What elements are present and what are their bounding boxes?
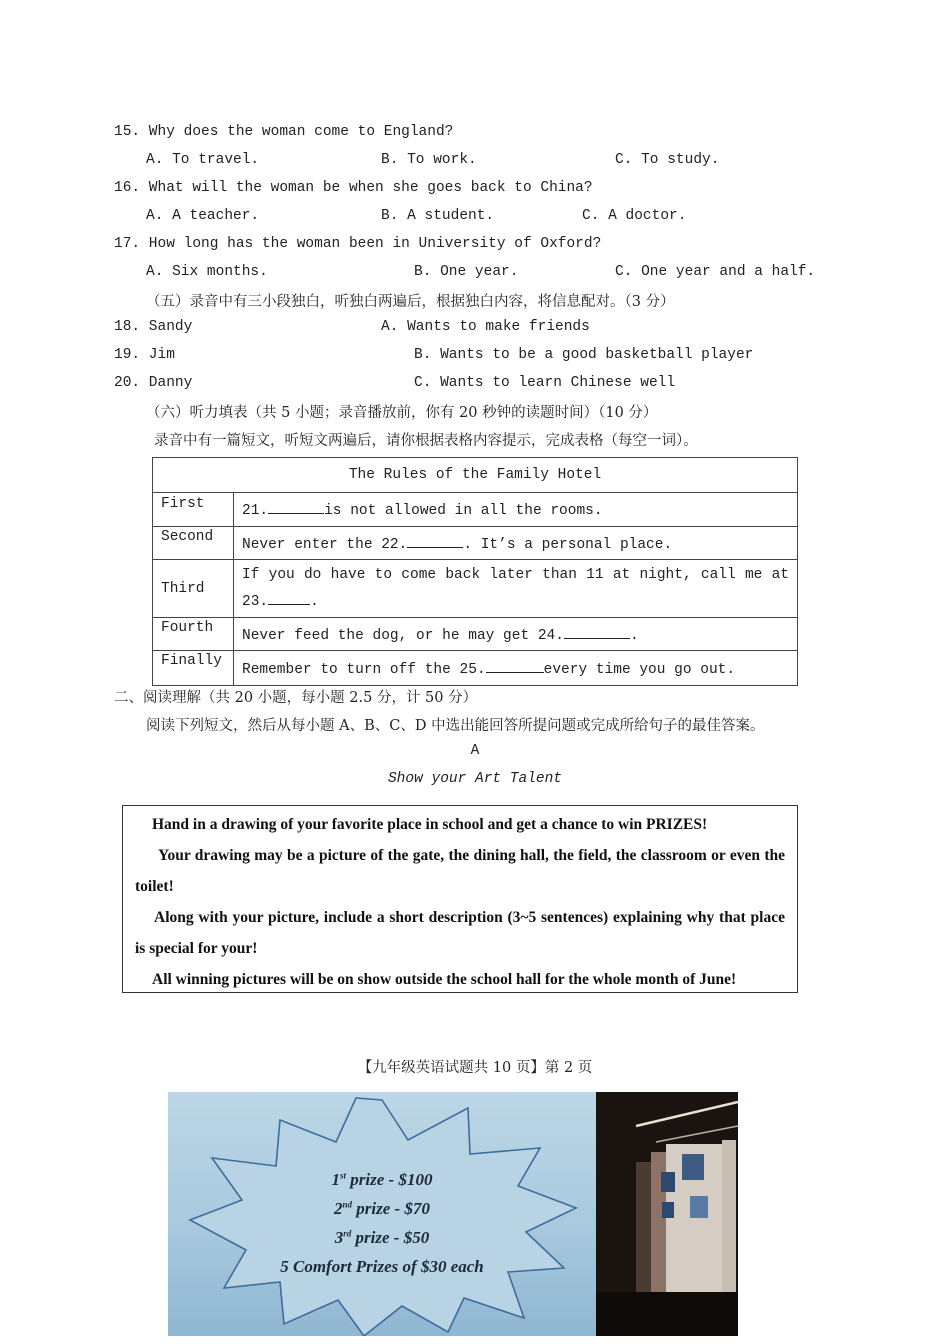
prize-rank: 3 (334, 1228, 344, 1247)
answer-blank-25[interactable] (486, 659, 544, 673)
rule-key: Second (153, 527, 234, 560)
prize-poster (168, 1092, 596, 1336)
matching-right: C. Wants to learn Chinese well (414, 375, 676, 391)
rule-text-after: . It’s a personal place. (463, 536, 673, 553)
table-title-row (153, 458, 798, 493)
table-title: The Rules of the Family Hotel (153, 458, 798, 493)
prize-1 (168, 1170, 596, 1190)
matching-right: A. Wants to make friends (381, 319, 590, 335)
rule-text-after: is not allowed in all the rooms. (324, 503, 603, 519)
rule-key: Third (153, 560, 234, 618)
rule-text (234, 618, 798, 651)
prize-rank: 2 (334, 1199, 343, 1218)
rule-key: Fourth (153, 618, 234, 651)
option-b: B. One year. (414, 264, 519, 280)
prize-text: prize - $50 (351, 1228, 430, 1247)
rule-text-before: 23. (242, 593, 269, 610)
answer-blank-23[interactable] (268, 591, 310, 605)
rule-key: Finally (153, 651, 234, 686)
rule-text-before: Never feed the dog, or he may get 24. (242, 627, 564, 644)
rule-key: First (153, 493, 234, 527)
matching-left: 20. Danny (114, 375, 193, 391)
question-stem: 15. Why does the woman come to England? (114, 124, 454, 140)
option-b: B. A student. (381, 208, 495, 224)
section6-instruction: 录音中有一篇短文，听短文两遍后，请你根据表格内容提示，完成表格（每空一词）。 (154, 433, 698, 449)
option-c: C. One year and a half. (615, 264, 816, 280)
table-row (153, 493, 798, 527)
passage-title: Show your Art Talent (387, 771, 563, 787)
page-footer: 【九年级英语试题共 10 页】第 2 页 (357, 1060, 593, 1076)
rules-table (152, 457, 798, 686)
prize-3 (168, 1228, 596, 1248)
matching-left: 18. Sandy (114, 319, 193, 335)
table-row (153, 527, 798, 560)
section6-heading: （六）听力填表（共 5 小题；录音播放前，你有 20 秒钟的读题时间）（10 分） (146, 405, 658, 421)
rule-text-before: Never enter the 22. (242, 536, 408, 553)
answer-blank-24[interactable] (564, 625, 630, 639)
prize-rank: 1 (331, 1170, 341, 1189)
notice-paragraph: All winning pictures will be on show outside the school hall for the whole month of June! (152, 971, 737, 988)
rule-text-before: Remember to turn off the 25. (242, 661, 486, 678)
prize-rank-suffix: nd (342, 1199, 353, 1210)
question-stem: 17. How long has the woman been in University of Oxford? (114, 236, 602, 252)
rule-text-after: every time you go out. (543, 661, 736, 678)
exhibition-photo-art (596, 1092, 738, 1336)
section5-heading: （五）录音中有三小段独白，听独白两遍后，根据独白内容，将信息配对。（3 分） (146, 294, 675, 310)
passage-letter: A (470, 743, 480, 759)
prize-text: prize - $100 (346, 1170, 433, 1189)
rule-text (234, 493, 798, 527)
matching-right: B. Wants to be a good basketball player (414, 347, 754, 363)
notice-paragraph: Hand in a drawing of your favorite place in school and get a chance to win PRIZES! (152, 816, 708, 833)
prize-rank-suffix: rd (343, 1228, 352, 1239)
prize-text: prize - $70 (352, 1199, 430, 1218)
part2-heading: 二、阅读理解（共 20 小题，每小题 2.5 分，计 50 分） (114, 690, 478, 706)
rule-text-after: . (629, 627, 639, 644)
rule-text (234, 651, 798, 686)
rule-text-after: . (310, 593, 319, 610)
rule-text-before: 21. (242, 503, 269, 519)
question-stem: 16. What will the woman be when she goes back to China? (114, 180, 593, 196)
prize-2 (168, 1199, 596, 1219)
option-b: B. To work. (381, 152, 477, 168)
comfort-prizes: 5 Comfort Prizes of $30 each (280, 1257, 484, 1276)
notice-paragraph: Your drawing may be a picture of the gate, the dining hall, the field, the classroom or even the toilet! (135, 847, 785, 895)
exhibition-photo (596, 1092, 738, 1336)
option-a: A. To travel. (146, 152, 260, 168)
contest-notice-box (122, 805, 798, 993)
answer-blank-21[interactable] (268, 500, 324, 514)
table-row (153, 618, 798, 651)
option-c: C. A doctor. (582, 208, 687, 224)
rule-text (234, 527, 798, 560)
option-c: C. To study. (615, 152, 720, 168)
table-row (153, 651, 798, 686)
option-a: A. A teacher. (146, 208, 260, 224)
option-a: A. Six months. (146, 264, 268, 280)
matching-left: 19. Jim (114, 347, 175, 363)
rule-text (234, 560, 798, 618)
answer-blank-22[interactable] (407, 534, 463, 548)
prize-rank-suffix: st (340, 1170, 347, 1181)
table-row (153, 560, 798, 618)
notice-paragraph: Along with your picture, include a short description (3~5 sentences) explaining why that place is special for your! (135, 909, 785, 957)
rule-text-line1: If you do have to come back later than 11 at night, call me at (242, 566, 789, 583)
part2-instruction: 阅读下列短文，然后从每小题 A、B、C、D 中选出能回答所提问题或完成所给句子的最佳答案。 (146, 718, 765, 734)
